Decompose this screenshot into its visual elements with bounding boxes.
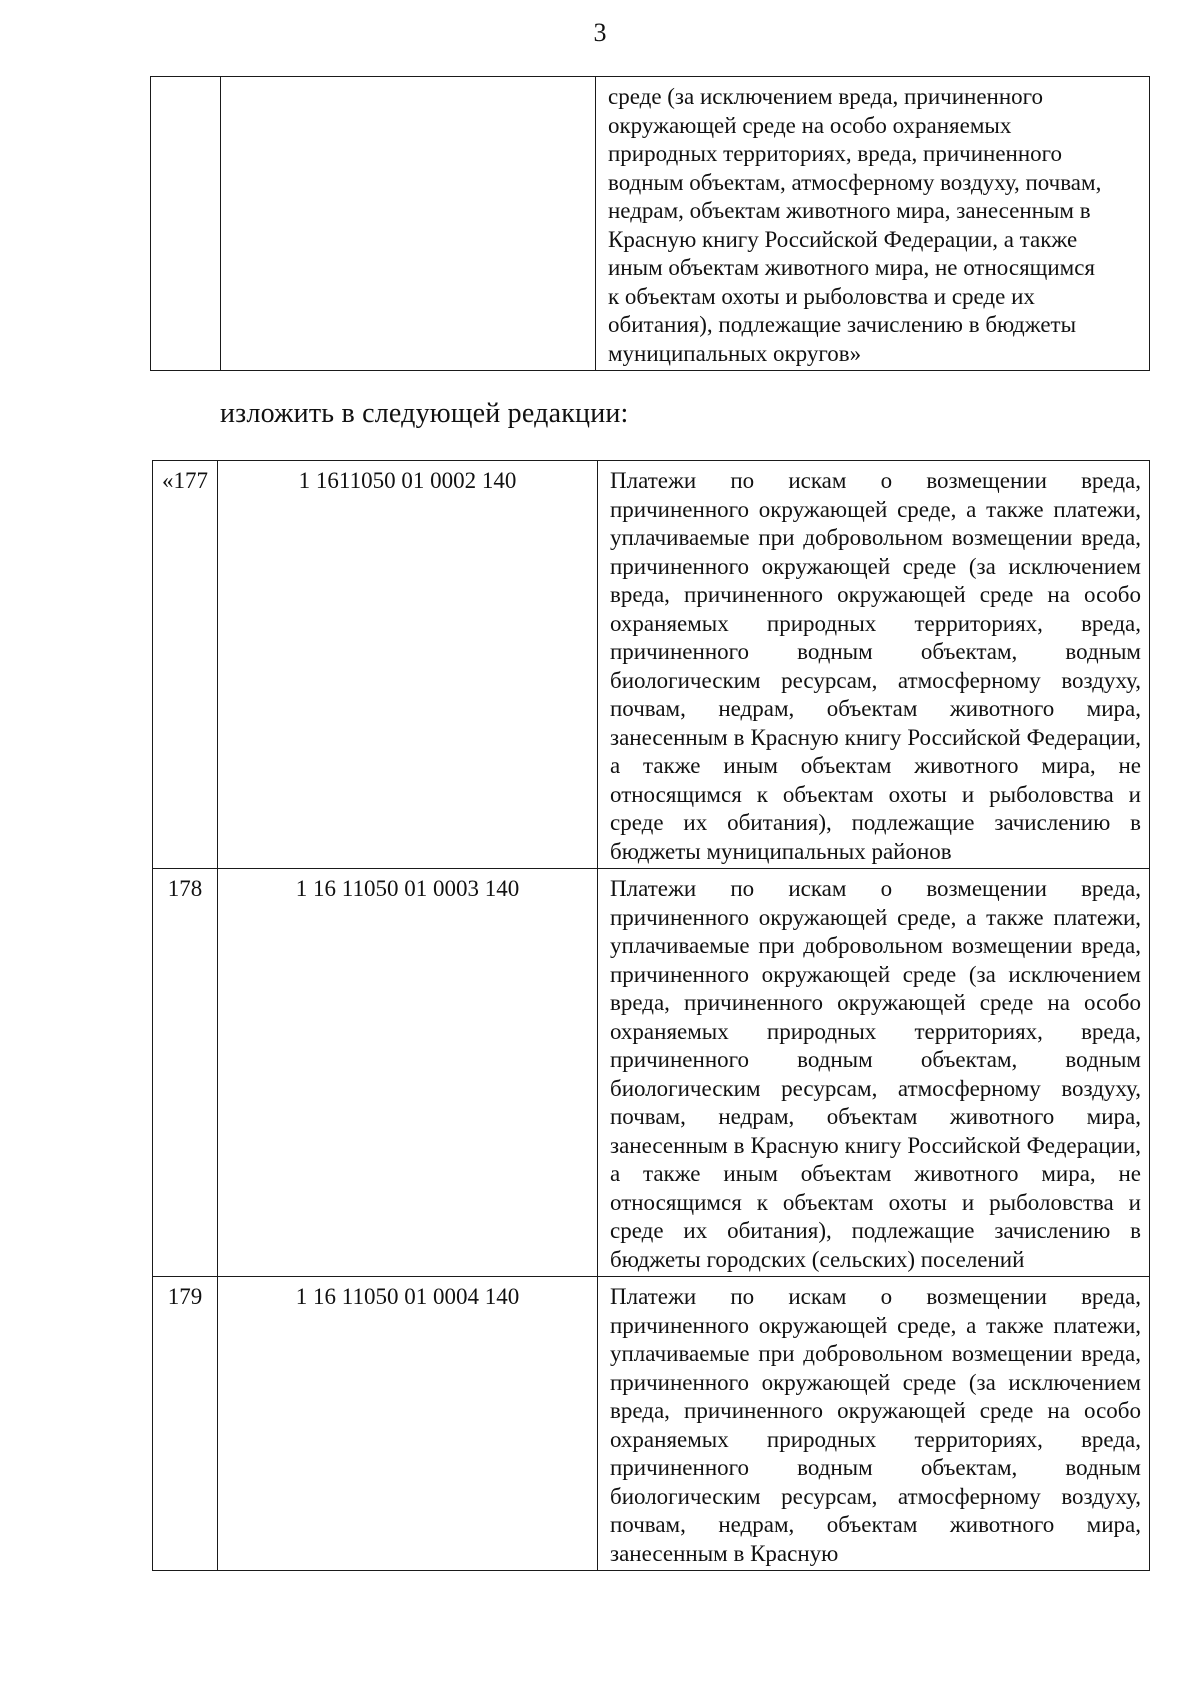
description-line: окружающей среде на особо охраняемых [608,112,1012,138]
row-description-cell: Платежи по искам о возмещении вреда, причиненного окружающей среде, а также платежи, уплачиваемые при добровольном возмещении вреда, причиненного окружающей среде (за исключением вреда, причиненного окружающей среде на особо охраняемых природных территориях, вреда, причиненного водным объектам, водным биологическим ресурсам, атмосферному воздуху, почвам, недрам, объектам животного мира, занесенным в Красную книгу Российской Федерации, а также иным объектам животного мира, не относящимся к объектам охоты и рыболовства и среде их обитания), подлежащие зачислению в бюджеты городских (сельских) поселений [598,869,1150,1277]
description-line: обитания), подлежащие зачислению в бюджеты [608,312,1077,337]
row-code-cell [221,77,596,371]
description-line: иным объектам животного мира, не относящимся [608,255,1096,280]
row-code-cell: 1 16 11050 01 0004 140 [218,1277,598,1571]
description-line: среде (за исключением вреда, причиненного [608,84,1044,109]
description-line: недрам, объектам животного мира, занесенным в [608,198,1091,223]
description-line: Красную книгу Российской Федерации, а также [608,226,1078,252]
row-description-cell: Платежи по искам о возмещении вреда, причиненного окружающей среде, а также платежи, уплачиваемые при добровольном возмещении вреда, причиненного окружающей среде (за исключением вреда, причиненного окружающей среде на особо охраняемых природных территориях, вреда, причиненного водным объектам, водным биологическим ресурсам, атмосферному воздуху, почвам, недрам, объектам животного мира, занесенным в Красную [598,1277,1150,1571]
table-row [153,1277,1150,1571]
row-number-cell: 179 [153,1277,218,1571]
page-number: 3 [593,18,607,47]
new-table [152,460,1150,1571]
description-line: природных территориях, вреда, причиненного [608,141,1063,166]
previous-table [150,76,1150,371]
row-code-cell: 1 1611050 01 0002 140 [218,461,598,869]
table-row [153,869,1150,1277]
description-line: муниципальных округов» [608,340,862,366]
row-code-cell: 1 16 11050 01 0003 140 [218,869,598,1277]
intro-text: изложить в следующей редакции: [220,398,629,429]
row-description-cell [596,77,1150,371]
table-row [153,461,1150,869]
description-line: к объектам охоты и рыболовства и среде их [608,283,1035,309]
row-description-cell: Платежи по искам о возмещении вреда, причиненного окружающей среде, а также платежи, уплачиваемые при добровольном возмещении вреда, причиненного окружающей среде (за исключением вреда, причиненного окружающей среде на особо охраняемых природных территориях, вреда, причиненного водным объектам, водным биологическим ресурсам, атмосферному воздуху, почвам, недрам, объектам животного мира, занесенным в Красную книгу Российской Федерации, а также иным объектам животного мира, не относящимся к объектам охоты и рыболовства и среде их обитания), подлежащие зачислению в бюджеты муниципальных районов [598,461,1150,869]
row-number-cell: 178 [153,869,218,1277]
table-row [151,77,1150,371]
row-number-cell: «177 [153,461,218,869]
description-line: водным объектам, атмосферному воздуху, почвам, [608,169,1102,195]
row-number-cell [151,77,221,371]
